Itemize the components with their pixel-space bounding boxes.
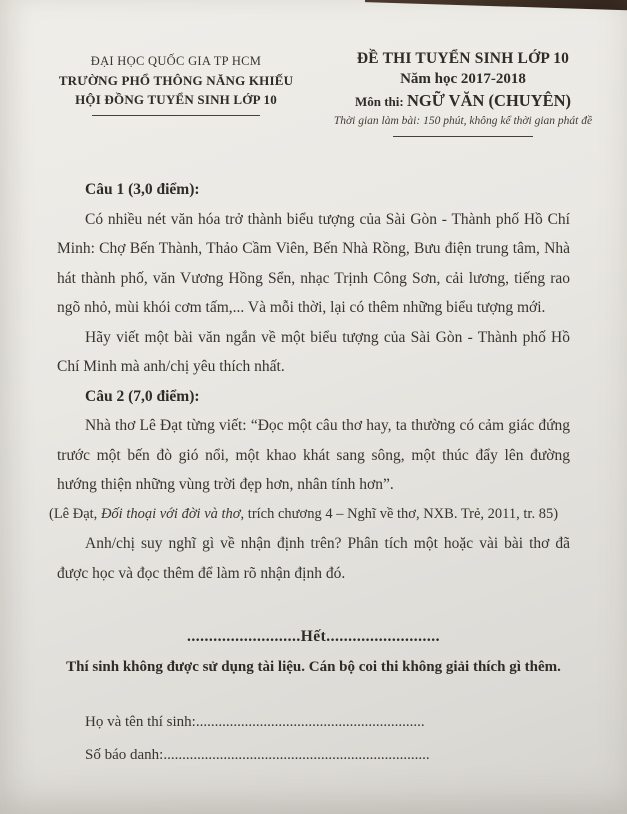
question1-paragraph1: Có nhiều nét văn hóa trở thành biểu tượng của Sài Gòn - Thành phố Hồ Chí Minh: Chợ Bến Thành, Thảo Cầm Viên, Bến Nhà Rồng, Bưu điện trung tâm, Nhà hát thành phố, văn Vương Hồng Sển, nhạc Trịnh Công Sơn, cải lương, tiếng rao ngõ nhỏ, mùi khói cơm tấm,... Và mỗi thời, lại có thêm những biểu tượng mới. xyxy=(57,210,570,316)
question1-heading: Câu 1 (3,0 điểm): xyxy=(85,181,200,198)
citation-suffix: , trích chương 4 – Nghĩ về thơ, NXB. Trẻ, 2011, tr. 85) xyxy=(240,505,559,522)
school-name: TRƯỜNG PHỔ THÔNG NĂNG KHIẾU xyxy=(58,73,294,88)
end-separator: ..........................Hết.......................... xyxy=(186,628,441,645)
subject-name: NGỮ VĂN (CHUYÊN) xyxy=(406,91,572,110)
question2-paragraph2: Anh/chị suy nghĩ gì về nhận định trên? Phân tích một hoặc vài bài thơ đã được học và đọc thêm để làm rõ nhận định đó. xyxy=(57,535,570,582)
candidate-number-line: Số báo danh:....................................................................... xyxy=(85,747,430,763)
subject-label: Môn thi: xyxy=(354,94,404,109)
header-left-rule xyxy=(92,115,260,116)
citation-book-title: Đối thoại với đời và thơ xyxy=(100,505,241,522)
duration-note: Thời gian làm bài: 150 phút, không kể thời gian phát đề xyxy=(333,115,593,127)
exam-body xyxy=(49,175,570,588)
admissions-council: HỘI ĐỒNG TUYỂN SINH LỚP 10 xyxy=(75,92,277,107)
exam-title: ĐỀ THI TUYỂN SINH LỚP 10 xyxy=(356,50,570,67)
school-year: Năm học 2017-2018 xyxy=(400,71,526,87)
candidate-name-line: Họ và tên thí sinh:............................................................. xyxy=(85,714,425,730)
proctor-notice: Thí sinh không được sử dụng tài liệu. Cán bộ coi thi không giải thích gì thêm. xyxy=(66,659,561,675)
question2-heading: Câu 2 (7,0 điểm): xyxy=(85,387,200,405)
candidate-fill-lines xyxy=(57,706,570,772)
exam-title-block xyxy=(318,48,608,137)
issuing-institution-block xyxy=(38,52,314,116)
question1-paragraph2: Hãy viết một bài văn ngắn về một biểu tượng của Sài Gòn - Thành phố Hồ Chí Minh mà anh/chị yêu thích nhất. xyxy=(57,328,570,375)
subject-line xyxy=(318,90,608,113)
question2-paragraph1: Nhà thơ Lê Đạt từng viết: “Đọc một câu thơ hay, ta thường có cảm giác đứng trước một bến đò gió nổi, một khao khát sang sông, một thúc đẩy lên đường hướng thiện những vùng trời đẹp hơn, nhân tính hơn”. xyxy=(57,417,570,493)
question2-citation xyxy=(49,500,570,530)
header-right-rule xyxy=(393,136,533,137)
exam-footer xyxy=(57,622,570,772)
university-name: ĐẠI HỌC QUỐC GIA TP HCM xyxy=(90,54,262,68)
citation-prefix: (Lê Đạt, xyxy=(49,505,101,522)
